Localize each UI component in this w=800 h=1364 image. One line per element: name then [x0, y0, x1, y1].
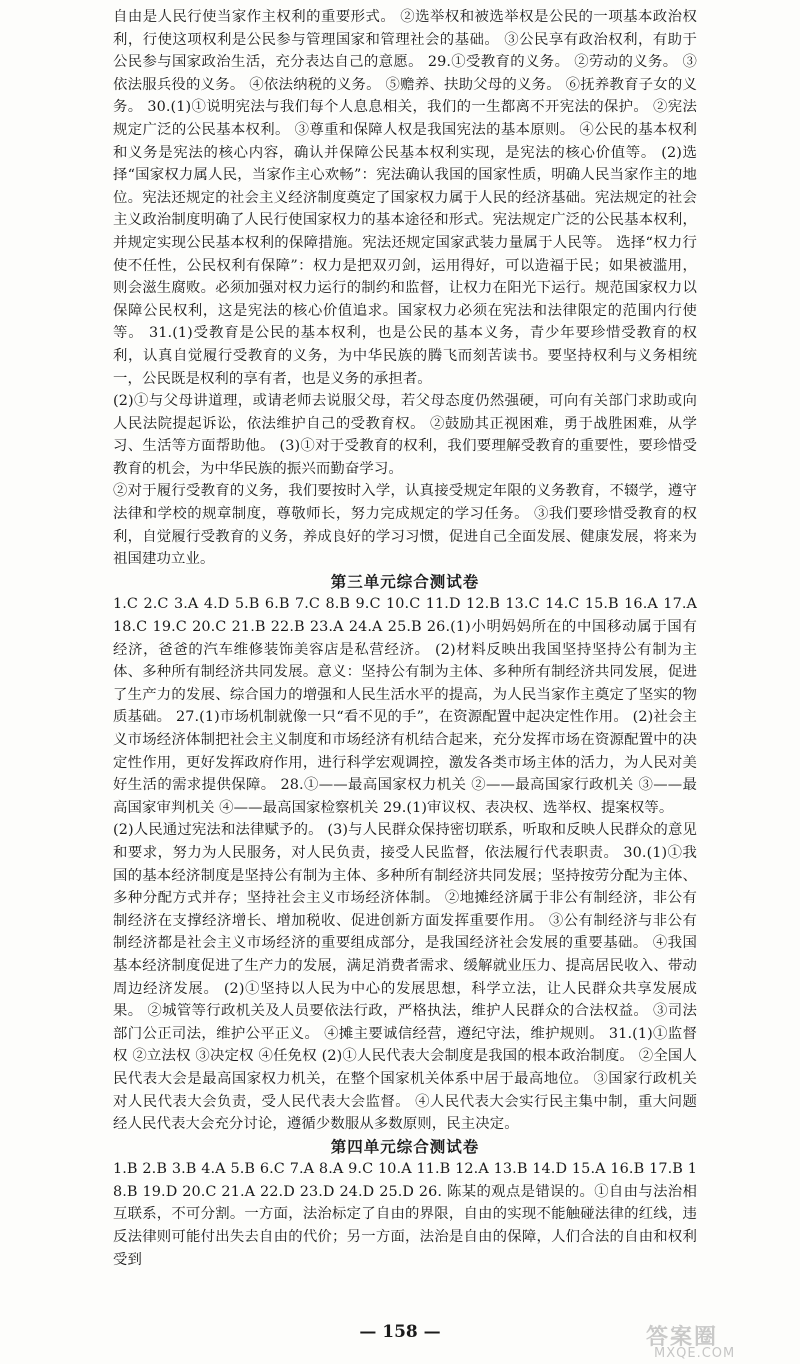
- unit4-heading: 第四单元综合测试卷: [330, 1137, 480, 1156]
- unit3-paragraph-1: 1.C 2.C 3.A 4.D 5.B 6.B 7.C 8.B 9.C 10.C 11.D 12.B 13.C 14.C 15.B 16.A 17.A 18.C 19.C 20.C 21.B 22.B 23.A 24.A 25.B 26.(1)小明妈妈所在的中国移动属于国有经济，爸爸的汽车维修装饰美容店是私营经济。 (2)材料反映出我国坚持坚持公有制为主体、多种所有制经济共同发展。意义：坚持公有制为主体、多种所有制经济共同发展，促进了生产力的发展、综合国力的增强和人民生活水平的提高，为人民当家作主奠定了坚实的物质基础。 27.(1)市场机制就像一只“看不见的手”，在资源配置中起决定性作用。 (2)社会主义市场经济体制把社会主义制度和市场经济有机结合起来，充分发挥市场在资源配置中的决定性作用，更好发挥政府作用，进行科学宏观调控，激发各类市场主体的活力，为人民对美好生活的需求提供保障。 28.①——最高国家权力机关 ②——最高国家行政机关 ③——最高国家审判机关 ④——最高国家检察机关 29.(1)审议权、表决权、选举权、提案权等。: [113, 596, 697, 816]
- answer-content: [113, 6, 697, 1271]
- answer-paragraph-2: (2)①与父母讲道理，或请老师去说服父母，若父母态度仍然强硬，可向有关部门求助或向人民法院提起诉讼，依法维护自己的受教育权。 ②鼓励其正视困难，勇于战胜困难，从学习、生活等方面帮助他。 (3)①对于受教育的权利，我们要理解受教育的重要性，要珍惜受教育的机会，为中华民族的振兴而勤奋学习。: [113, 393, 697, 477]
- watermark-title: 答案圈: [646, 1325, 719, 1350]
- unit3-heading: 第三单元综合测试卷: [330, 572, 480, 591]
- answer-paragraph-3: ②对于履行受教育的义务，我们要按时入学，认真接受规定年限的义务教育，不辍学，遵守法律和学校的规章制度，尊敬师长，努力完成规定的学习任务。 ③我们要珍惜受教育的权利，自觉履行受教育的义务，养成良好的学习习惯，促进自己全面发展、健康发展，将来为祖国建功立业。: [113, 483, 697, 568]
- watermark-logo: [640, 1320, 800, 1364]
- unit4-paragraph-1: 1.B 2.B 3.B 4.A 5.B 6.C 7.A 8.A 9.C 10.A 11.B 12.A 13.B 14.D 15.A 16.B 17.B 18.B 19.D 20.C 21.A 22.D 23.D 24.D 25.D 26. 陈某的观点是错误的。①自由与法治相互联系，不可分割。一方面，法治标定了自由的界限，自由的实现不能触碰法律的红线，违反法律则可能付出失去自由的代价；另一方面，法治是自由的保障，人们合法的自由和权利受到: [113, 1161, 697, 1268]
- watermark-url: MXQE.COM: [654, 1346, 736, 1361]
- unit3-paragraph-2: (2)人民通过宪法和法律赋予的。 (3)与人民群众保持密切联系，听取和反映人民群众的意见和要求，努力为人民服务，对人民负责，接受人民监督，依法履行代表职责。 30.(1)①我国的基本经济制度是坚持公有制为主体、多种所有制经济共同发展；坚持按劳分配为主体、多种分配方式并存；坚持社会主义市场经济体制。 ②地摊经济属于非公有制经济，非公有制经济在支撑经济增长、增加税收、促进创新方面发挥重要作用。 ③公有制经济与非公有制经济都是社会主义市场经济的重要组成部分，是我国经济社会发展的重要基础。 ④我国基本经济制度促进了生产力的发展，满足消费者需求、缓解就业压力、提高居民收入、带动周边经济发展。 (2)①坚持以人民为中心的发展思想，科学立法，让人民群众共享发展成果。 ②城管等行政机关及人员要依法行政，严格执法，维护人民群众的合法权益。 ③司法部门公正司法，维护公平正义。 ④摊主要诚信经营，遵纪守法，维护规则。 31.(1)①监督权 ②立法权 ③决定权 ④任免权 (2)①人民代表大会制度是我国的根本政治制度。 ②全国人民代表大会是最高国家权力机关，在整个国家机关体系中居于最高地位。 ③国家行政机关对人民代表大会负责，受人民代表大会监督。 ④人民代表大会实行民主集中制，重大问题经人民代表大会充分讨论，遵循少数服从多数原则，民主决定。: [113, 822, 697, 1133]
- page-number: — 158 —: [359, 1322, 441, 1342]
- answer-paragraph-1: 自由是人民行使当家作主权利的重要形式。 ②选举权和被选举权是公民的一项基本政治权利，行使这项权利是公民参与管理国家和管理社会的基础。 ③公民享有政治权利，有助于公民参与国家政治生活，充分表达自己的意愿。 29.①受教育的义务。 ②劳动的义务。 ③依法服兵役的义务。 ④依法纳税的义务。 ⑤赡养、扶助父母的义务。 ⑥抚养教育子女的义务。 30.(1)①说明宪法与我们每个人息息相关，我们的一生都离不开宪法的保护。 ②宪法规定广泛的公民基本权利。 ③尊重和保障人权是我国宪法的基本原则。 ④公民的基本权利和义务是宪法的核心内容，确认并保障公民基本权利实现，是宪法的核心价值等。 (2)选择“国家权力属人民，当家作主心欢畅”：宪法确认我国的国家性质，明确人民当家作主的地位。宪法还规定的社会主义经济制度奠定了国家权力属于人民的经济基础。宪法规定的社会主义政治制度明确了人民行使国家权力的基本途径和形式。宪法规定广泛的公民基本权利，并规定实现公民基本权利的保障措施。宪法还规定国家武装力量属于人民等。 选择“权力行使不任性，公民权利有保障”：权力是把双刃剑，运用得好，可以造福于民；如果被滥用，则会滋生腐败。必须加强对权力运行的制约和监督，让权力在阳光下运行。规范国家权力以保障公民权利，这是宪法的核心价值追求。国家权力必须在宪法和法律限定的范围内行使等。 31.(1)受教育是公民的基本权利，也是公民的基本义务，青少年要珍惜受教育的权利，认真自觉履行受教育的义务，为中华民族的腾飞而刻苦读书。要坚持权利与义务相统一，公民既是权利的享有者，也是义务的承担者。: [113, 9, 697, 387]
